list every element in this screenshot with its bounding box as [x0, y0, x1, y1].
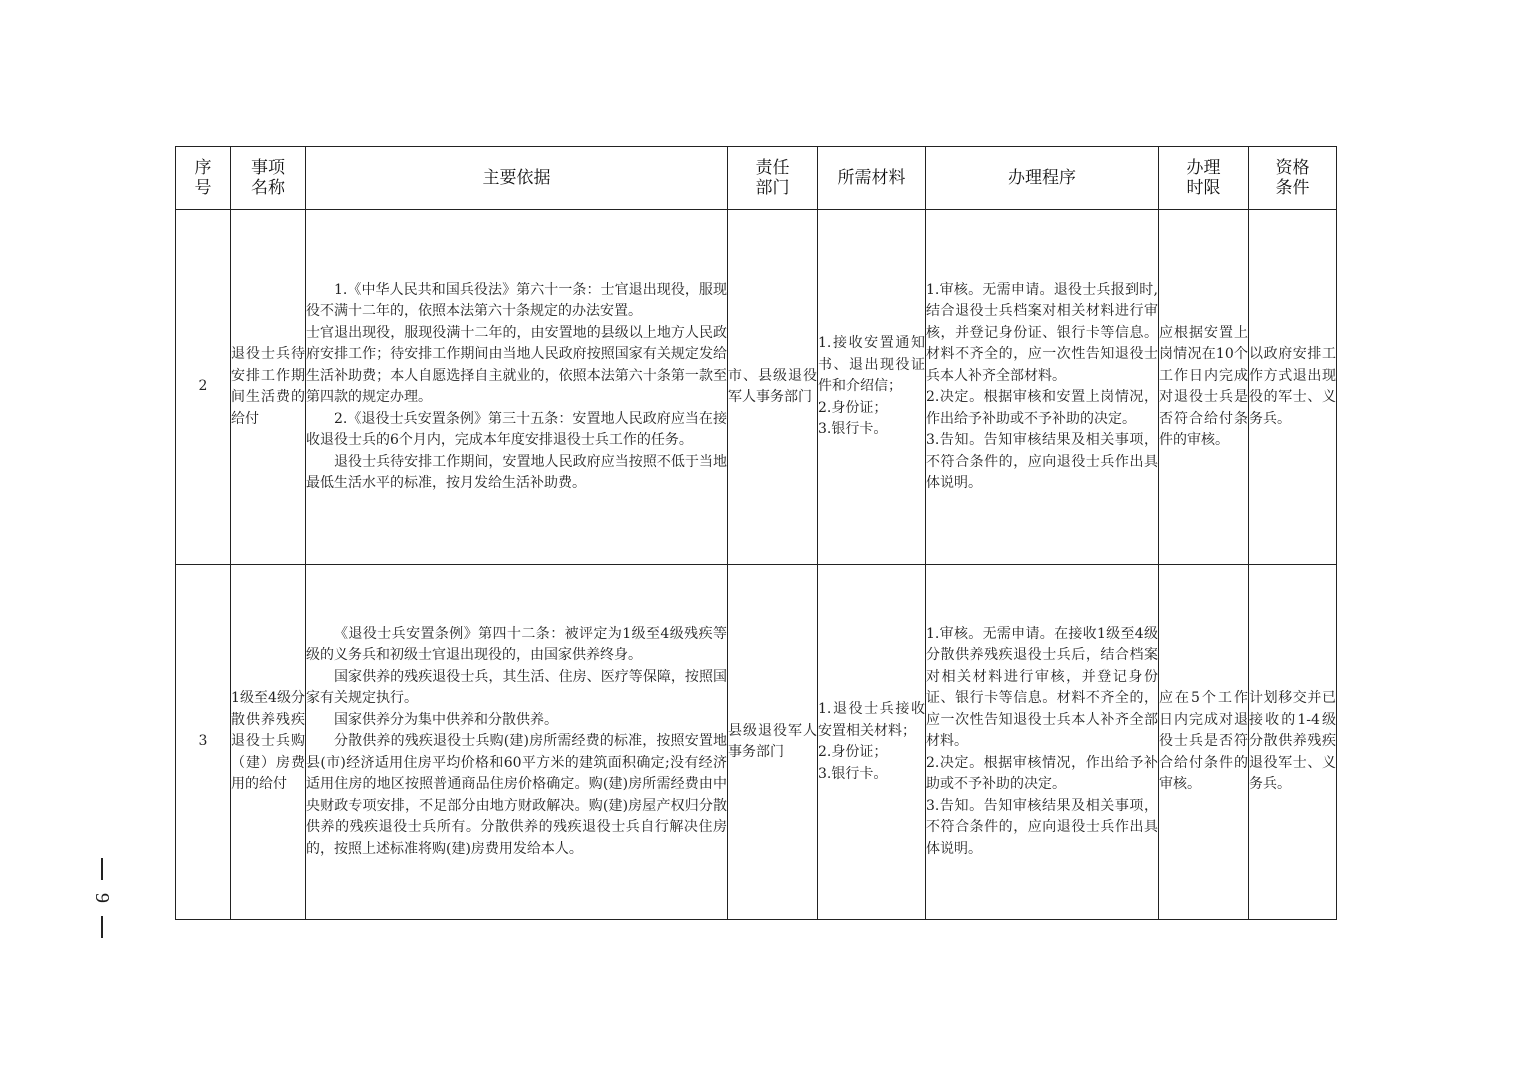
header-qualification-line2: 条件	[1275, 178, 1310, 198]
row-basis	[306, 565, 728, 920]
header-basis-line1: 主要依据	[482, 168, 551, 188]
procedure-step: 3.告知。告知审核结果及相关事项，不符合条件的，应向退役士兵作出具体说明。	[926, 432, 1158, 491]
header-item-name-line1: 事项	[251, 158, 285, 178]
header-materials	[818, 147, 926, 210]
basis-paragraph: 《退役士兵安置条例》第四十二条：被评定为1级至4级残疾等级的义务兵和初级士官退出现役的，由国家供养终身。	[306, 625, 727, 664]
page-number	[91, 858, 113, 942]
row-serial: 3	[176, 565, 231, 920]
row-department: 市、县级退役军人事务部门	[728, 210, 818, 565]
basis-paragraph: 1.《中华人民共和国兵役法》第六十一条：士官退出现役，服现役不满十二年的，依照本法第六十条规定的办法安置。	[306, 281, 727, 319]
procedure-step: 3.告知。告知审核结果及相关事项，不符合条件的，应向退役士兵作出具体说明。	[926, 797, 1158, 857]
table-row	[176, 565, 1337, 920]
header-time-limit-line2: 时限	[1186, 178, 1221, 198]
row-procedure	[926, 210, 1159, 565]
material-item: 3.银行卡。	[818, 765, 888, 782]
header-time-limit	[1159, 147, 1249, 210]
document-table	[175, 146, 1337, 920]
material-item: 1.接收安置通知书、退出现役证件和介绍信；	[818, 335, 925, 395]
page-number-text: 9	[91, 893, 113, 903]
row-materials	[818, 565, 926, 920]
row-item-name: 1级至4级分散供养残疾退役士兵购（建）房费用的给付	[231, 565, 306, 920]
row-item-name: 退役士兵待安排工作期间生活费的给付	[231, 210, 306, 565]
header-item-name-line2: 名称	[251, 178, 285, 198]
header-serial	[176, 147, 231, 210]
procedure-step: 1.审核。无需申请。退役士兵报到时,结合退役士兵档案对相关材料进行审核，并登记身份证、银行卡等信息。材料不齐全的，应一次性告知退役士兵本人补齐全部材料。	[926, 281, 1158, 384]
material-item: 1.退役士兵接收安置相关材料；	[818, 701, 925, 739]
basis-paragraph: 士官退出现役，服现役满十二年的，由安置地的县级以上地方人民政府安排工作；待安排工作期间由当地人民政府按照国家有关规定发给生活补助费；本人自愿选择自主就业的，依照本法第六十条第一款至第四款的规定办理。	[306, 324, 727, 405]
procedure-step: 2.决定。根据审核和安置上岗情况，作出给予补助或不予补助的决定。	[926, 389, 1158, 427]
row-time-limit: 应在5个工作日内完成对退役士兵是否符合给付条件的审核。	[1159, 565, 1249, 920]
row-qualification: 以政府安排工作方式退出现役的军士、义务兵。	[1249, 210, 1337, 565]
header-department-line1: 责任	[755, 158, 790, 178]
table-row	[176, 210, 1337, 565]
header-procedure-line1: 办理程序	[1008, 168, 1076, 188]
header-qualification-line1: 资格	[1275, 158, 1310, 178]
header-item-name	[231, 147, 306, 210]
row-materials	[818, 210, 926, 565]
header-department-line2: 部门	[755, 178, 790, 198]
basis-paragraph: 国家供养的残疾退役士兵，其生活、住房、医疗等保障，按照国家有关规定执行。	[306, 668, 727, 707]
header-department	[728, 147, 818, 210]
basis-paragraph: 退役士兵待安排工作期间，安置地人民政府应当按照不低于当地最低生活水平的标准，按月发给生活补助费。	[306, 453, 727, 491]
basis-paragraph: 2.《退役士兵安置条例》第三十五条：安置地人民政府应当在接收退役士兵的6个月内，完成本年度安排退役士兵工作的任务。	[306, 410, 727, 448]
header-time-limit-line1: 办理	[1186, 158, 1221, 178]
header-basis	[306, 147, 728, 210]
row-department: 县级退役军人事务部门	[728, 565, 818, 920]
basis-paragraph: 分散供养的残疾退役士兵购(建)房所需经费的标准，按照安置地县(市)经济适用住房平均价格和60平方米的建筑面积确定;没有经济适用住房的地区按照普通商品住房价格确定。购(建)房所需经费由中央财政专项安排，不足部分由地方财政解决。购(建)房屋产权归分散供养的残疾退役士兵所有。分散供养的残疾退役士兵自行解决住房的，按照上述标准将购(建)房费用发给本人。	[306, 733, 727, 857]
procedure-step: 2.决定。根据审核情况，作出给予补助或不予补助的决定。	[926, 754, 1158, 793]
material-item: 2.身份证；	[818, 399, 888, 416]
basis-paragraph: 国家供养分为集中供养和分散供养。	[334, 711, 558, 728]
header-serial-line1: 序	[194, 158, 212, 178]
page-number-dash-bottom	[101, 916, 103, 938]
header-qualification	[1249, 147, 1337, 210]
header-procedure	[926, 147, 1159, 210]
header-serial-line2: 号	[194, 178, 212, 198]
row-serial: 2	[176, 210, 231, 565]
row-procedure	[926, 565, 1159, 920]
row-basis	[306, 210, 728, 565]
row-time-limit: 应根据安置上岗情况在10个工作日内完成对退役士兵是否符合给付条件的审核。	[1159, 210, 1249, 565]
material-item: 2.身份证；	[818, 744, 888, 760]
row-qualification: 计划移交并已接收的1-4级分散供养残疾退役军士、义务兵。	[1249, 565, 1337, 920]
material-item: 3.银行卡。	[818, 421, 888, 438]
table-header-row	[176, 147, 1337, 210]
page-number-dash-top	[101, 858, 103, 880]
procedure-step: 1.审核。无需申请。在接收1级至4级分散供养残疾退役士兵后，结合档案对相关材料进行审核，并登记身份证、银行卡等信息。材料不齐全的，应一次性告知退役士兵本人补齐全部材料。	[926, 625, 1158, 750]
header-materials-line1: 所需材料	[837, 168, 906, 188]
